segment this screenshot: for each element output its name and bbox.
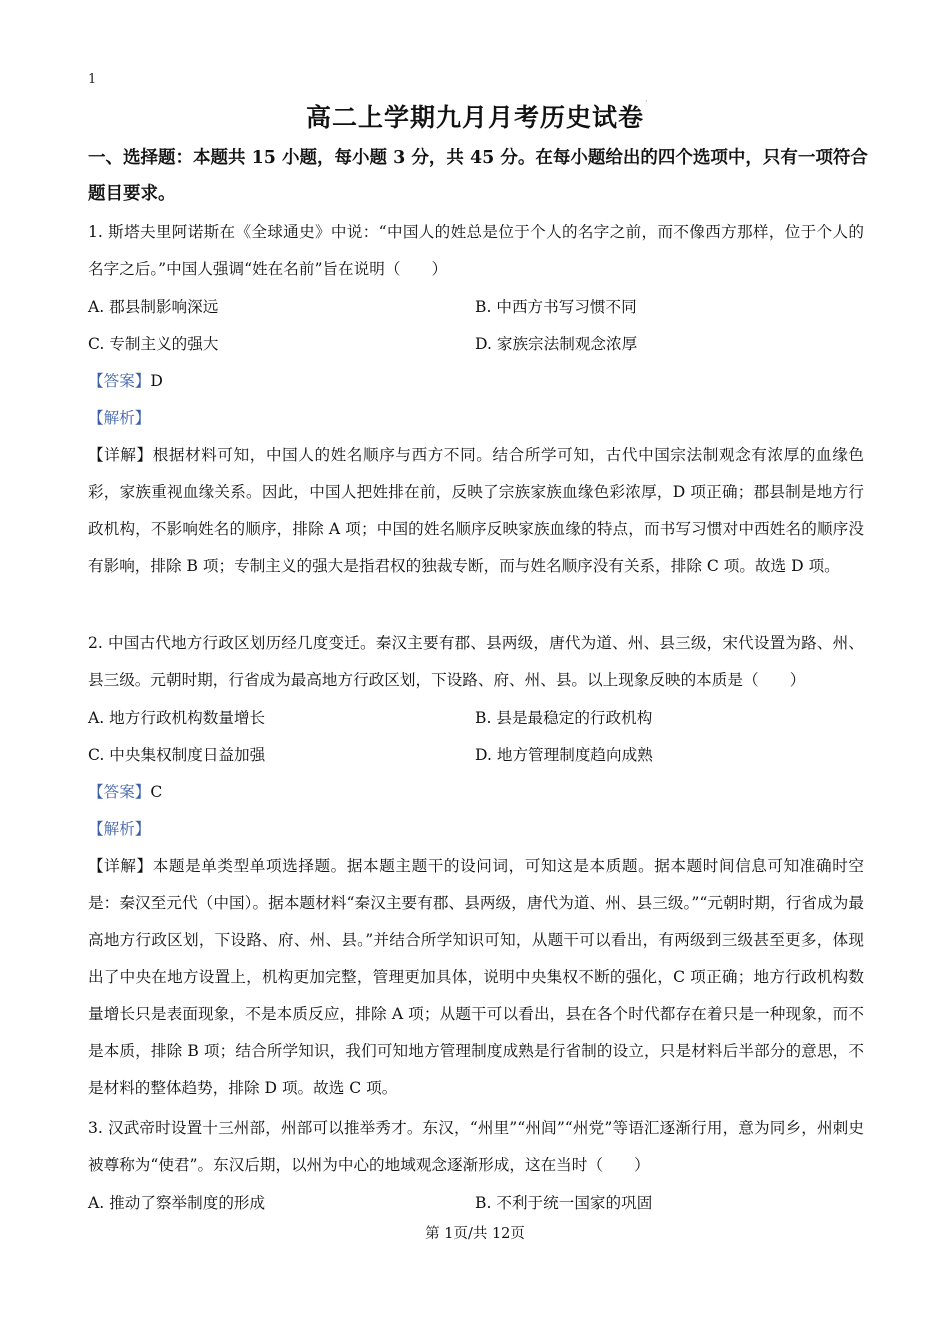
question-3-option-b: B. 不利于统一国家的巩固 xyxy=(475,1194,653,1212)
detail-text: 根据材料可知，中国人的姓名顺序与西方不同。结合所学可知，古代中国宗法制观念有浓厚的血缘色彩，家族重视血缘关系。因此，中国人把姓排在前，反映了宗族家族血缘色彩浓厚，D 项正确；郡县制是地方行政机构，不影响姓名的顺序，排除 A 项；中国的姓名顺序反映家族血缘的特点，而书写习惯对中西姓名的顺序没有影响，排除 B 项；专制主义的强大是指君权的独裁专断，而与姓名顺序没有关系，排除 C 项。故选 D 项。 xyxy=(88,446,864,575)
question-1-option-b: B. 中西方书写习惯不同 xyxy=(475,298,637,316)
title-dot-mark: · xyxy=(645,97,648,106)
page-corner-mark: 1 xyxy=(88,72,97,87)
question-2-option-c: C. 中央集权制度日益加强 xyxy=(88,746,266,764)
question-2-analysis xyxy=(88,811,150,848)
question-3-stem: 3. 汉武帝时设置十三州部，州部可以推举秀才。东汉，“州里”“州闾”“州党”等语汇逐渐行用，意为同乡，州刺史被尊称为“使君”。东汉后期，以州为中心的地域观念逐渐形成，这在当时（ ） xyxy=(88,1119,864,1174)
question-1-option-d: D. 家族宗法制观念浓厚 xyxy=(475,335,638,353)
analysis-tag: 【解析】 xyxy=(88,820,151,838)
page-footer: 第 1页/共 12页 xyxy=(425,1226,525,1242)
exam-title: 高二上学期九月月考历史试卷 xyxy=(305,103,644,132)
question-2-stem: 2. 中国古代地方行政区划历经几度变迁。秦汉主要有郡、县两级，唐代为道、州、县三级，宋代设置为路、州、县三级。元朝时期，行省成为最高地方行政区划，下设路、府、州、县。以上现象反映的本质是（ ） xyxy=(88,634,864,689)
question-2-option-b: B. 县是最稳定的行政机构 xyxy=(475,709,653,727)
answer-tag: 【答案】 xyxy=(88,783,151,801)
answer-value: D xyxy=(150,372,163,390)
analysis-tag: 【解析】 xyxy=(88,409,151,427)
question-2-option-a: A. 地方行政机构数量增长 xyxy=(88,709,266,727)
question-2-detail xyxy=(88,848,864,1107)
question-1-detail xyxy=(88,437,864,585)
detail-tag: 【详解】 xyxy=(88,857,153,875)
question-1-answer xyxy=(88,363,163,400)
answer-value: C xyxy=(150,783,163,801)
question-2-option-d: D. 地方管理制度趋向成熟 xyxy=(475,746,653,764)
answer-tag: 【答案】 xyxy=(88,372,151,390)
question-1-stem: 1. 斯塔夫里阿诺斯在《全球通史》中说：“中国人的姓总是位于个人的名字之前，而不像西方那样，位于个人的名字之后。”中国人强调“姓在名前”旨在说明（ ） xyxy=(88,223,864,278)
detail-tag: 【详解】 xyxy=(88,446,153,464)
question-3-option-a: A. 推动了察举制度的形成 xyxy=(88,1194,266,1212)
detail-text: 本题是单类型单项选择题。据本题主题干的设问词，可知这是本质题。据本题时间信息可知准确时空是：秦汉至元代（中国）。据本题材料“秦汉主要有郡、县两级，唐代为道、州、县三级。”“元朝时期，行省成为最高地方行政区划，下设路、府、州、县。”并结合所学知识可知，从题干可以看出，有两级到三级甚至更多，体现出了中央在地方设置上，机构更加完整，管理更加具体，说明中央集权不断的强化，C 项正确；地方行政机构数量增长只是表面现象，不是本质反应，排除 A 项；从题干可以看出，县在各个时代都存在着只是一种现象，而不是本质，排除 B 项；结合所学知识，我们可知地方管理制度成熟是行省制的设立，只是材料后半部分的意思，不是材料的整体趋势，排除 D 项。故选 C 项。 xyxy=(88,857,864,1097)
question-1-option-a: A. 郡县制影响深远 xyxy=(88,298,219,316)
question-1-analysis xyxy=(88,400,150,437)
section-heading: 一、选择题：本题共 15 小题，每小题 3 分，共 45 分。在每小题给出的四个选项中，只有一项符合题目要求。 xyxy=(88,148,868,204)
question-2-answer xyxy=(88,774,162,811)
question-1-option-c: C. 专制主义的强大 xyxy=(88,335,219,353)
